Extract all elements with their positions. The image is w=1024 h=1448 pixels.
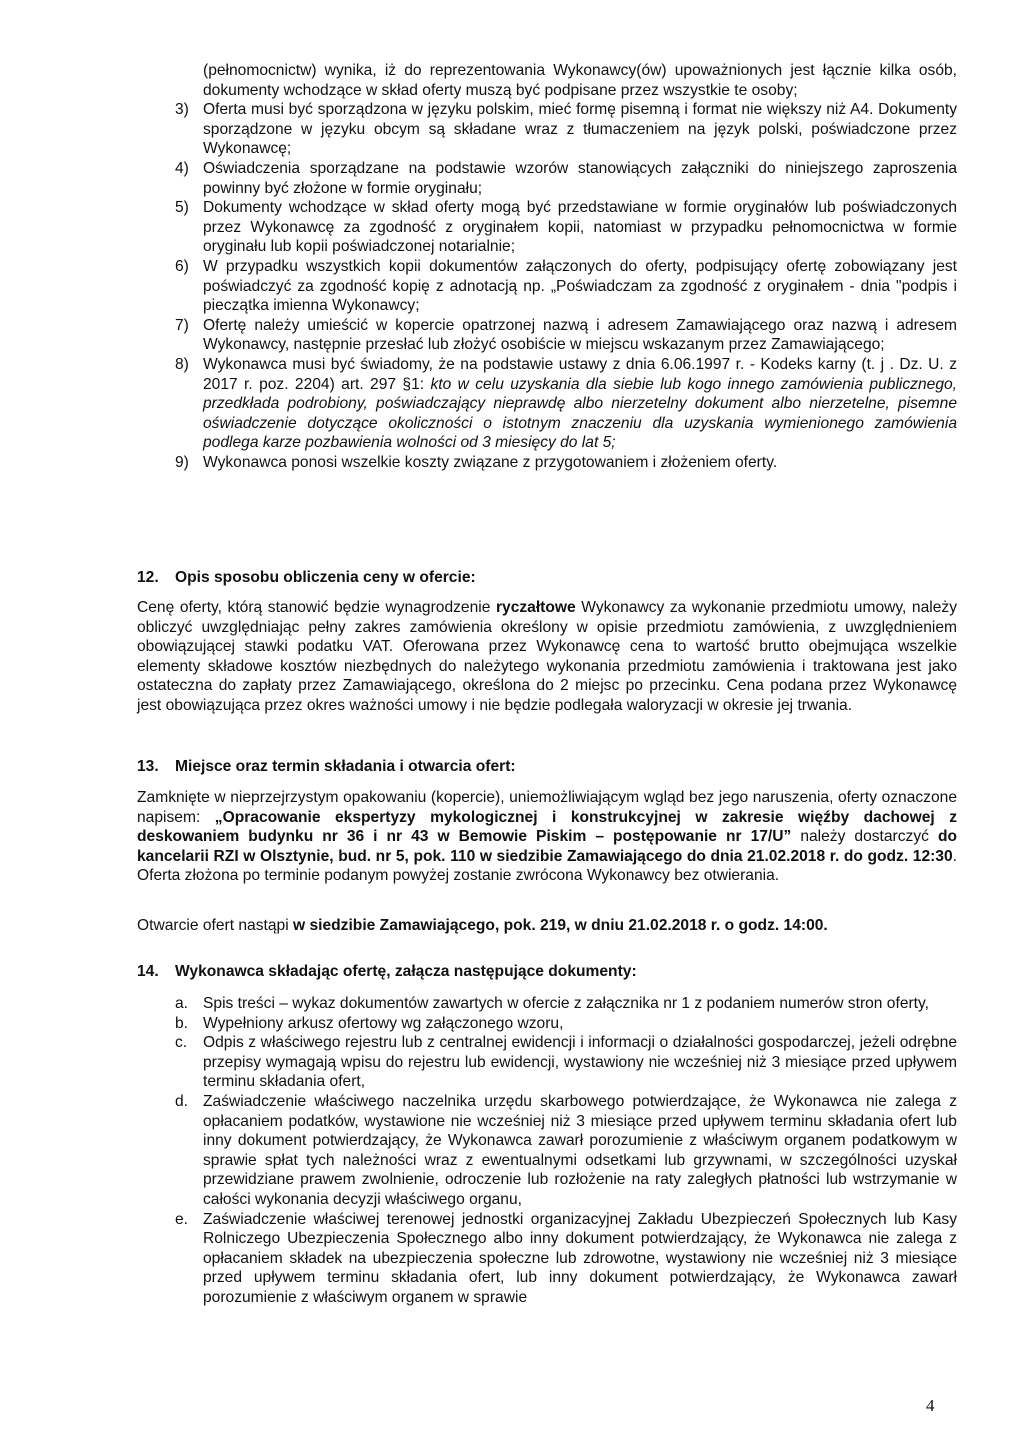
section-12-paragraph: Cenę oferty, którą stanowić będzie wynagrodzenie ryczałtowe Wykonawcy za wykonanie przedmiotu umowy, należy obliczyć uwzględniając pełny zakres zamówienia określony w opisie przedmiotu zamówienia, z uwzględnieniem obowiązującej stawki podatku VAT. Oferowana przez Wykonawcę cena to wartość brutto obejmująca wszelkie elementy składowe kosztów niezbędnych do należytego wykonania przedmiotu zamówienia i traktowana jest jako ostateczna do zapłaty przez Zamawiającego, określona do 2 miejsc po przecinku. Cena podana przez Wykonawcę jest obowiązująca przez okres ważności umowy i nie będzie podlegała waloryzacji w okresie jej trwania. [137,599,957,714]
list-item [175,1014,957,1034]
list-item-letter: b. [175,1014,189,1032]
list-item-text: Oferta musi być sporządzona w języku polskim, mieć formę pisemną i format nie większy niż A4. Dokumenty sporządzone w języku obcym są składane wraz z tłumaczeniem na język polski, poświadczone przez Wykonawcę; [203,101,957,158]
section-13-paragraph-2: Otwarcie ofert nastąpi w siedzibie Zamawiającego, pok. 219, w dniu 21.02.2018 r. o godz. 14:00. [137,917,828,934]
list-item-text: Spis treści – wykaz dokumentów zawartych w ofercie z załącznika nr 1 z podaniem numerów stron oferty, [203,995,929,1012]
list-item-number: 3) [175,101,189,119]
list-item-text: Zaświadczenie właściwej terenowej jednostki organizacyjnej Zakładu Ubezpieczeń Społecznych lub Kasy Rolniczego Ubezpieczenia Społecznego albo inny dokument potwierdzający, że Wykonawca nie zalega z opłacaniem składek na ubezpieczenia społeczne lub zdrowotne, wystawiony nie wcześniej niż 3 miesiące przed upływem terminu składania ofert, lub inny dokument potwierdzający, że Wykonawca zawarł porozumienie z właściwym organem w sprawie [203,1210,957,1306]
list-item [175,1092,957,1210]
list-item-text: Oświadczenia sporządzane na podstawie wzorów stanowiących załączniki do niniejszego zaproszenia powinny być złożone w formie oryginału; [203,159,957,197]
list-item-letter: a. [175,995,189,1012]
list-item [175,100,957,159]
list-item-text: Wykonawca ponosi wszelkie koszty związane z przygotowaniem i złożeniem oferty. [203,453,778,471]
list-item-number: 9) [175,453,189,471]
page-number: 4 [926,1396,935,1415]
list-item-letter: d. [175,1092,189,1110]
documents-list [175,994,957,1308]
list-item-text: Wypełniony arkusz ofertowy wg załączonego wzoru, [203,1014,564,1032]
list-item-number: 5) [175,199,189,217]
list-item [175,453,957,473]
list-item [175,994,957,1014]
list-item-text: Dokumenty wchodzące w skład oferty mogą być przedstawiane w formie oryginałów lub poświadczonych przez Wykonawcę za zgodność z oryginałem kopii, natomiast w przypadku pełnomocnictwa w formie oryginału lub kopii poświadczonej notarialnie; [203,199,957,256]
list-item [175,159,957,198]
list-item [175,257,957,316]
penal-code-quote: kto w celu uzyskania dla siebie lub kogo innego zamówienia publicznego, przedkłada podrobiony, poświadczający nieprawdę albo nierzetelny dokument albo nierzetelne, pisemne oświadczenie dotyczące okoliczności o istotnym znaczeniu dla uzyskania wymienionego zamówienia podlega karze pozbawienia wolności od 3 miesięcy do lat 5; [203,375,957,452]
section-13-heading: 13. Miejsce oraz termin składania i otwarcia ofert: [137,758,516,775]
list-item-number: 6) [175,257,189,275]
list-item-text: Ofertę należy umieścić w kopercie opatrzonej nazwą i adresem Zamawiającego oraz nazwą i adresem Wykonawcy, następnie przesłać lub złożyć osobiście w miejscu wskazanym przez Zamawiającego; [203,316,957,354]
list-item-letter: e. [175,1210,189,1228]
list-item [175,198,957,257]
list-item-text: Odpis z właściwego rejestru lub z centralnej ewidencji i informacji o działalności gospodarczej, jeżeli odrębne przepisy wymagają wpisu do rejestru lub ewidencji, wystawiony nie wcześniej niż 3 miesiące przed upływem terminu składania ofert, [203,1034,957,1091]
list-item [175,355,957,453]
list-item-text: Wykonawca musi być świadomy, że na podstawie ustawy z dnia 6.06.1997 r. - Kodeks karny (t. j . Dz. U. z 2017 r. poz. 2204) art. 297 §1: kto w celu uzyskania dla siebie lub kogo innego zamówienia publicznego, przedkłada podrobiony, poświadczający nieprawdę albo nierzetelny dokument albo nierzetelne, pisemne oświadczenie dotyczące okoliczności o istotnym znaczeniu dla uzyskania wymienionego zamówienia podlega karze pozbawienia wolności od 3 miesięcy do lat 5; [203,355,957,452]
list-item [175,1033,957,1092]
list-item-text: Zaświadczenie właściwego naczelnika urzędu skarbowego potwierdzające, że Wykonawca nie zalega z opłacaniem podatków, wystawione nie wcześniej niż 3 miesiące przed upływem terminu składania ofert lub inny dokument potwierdzający, że Wykonawca zawarł porozumienie z właściwym organem podatkowym w sprawie spłat tych należności wraz z ewentualnymi odsetkami lub grzywnami, w szczególności uzyskał przewidziane prawem zwolnienie, odroczenie lub rozłożenie na raty zaległych płatności lub wstrzymanie w całości wykonania decyzji właściwego organu, [203,1092,957,1208]
list-item-continuation [175,61,957,100]
section-14-heading: 14. Wykonawca składając ofertę, załącza następujące dokumenty: [137,963,637,980]
list-item-text: (pełnomocnictw) wynika, iż do reprezentowania Wykonawcy(ów) upoważnionych jest łącznie kilka osób, dokumenty wchodzące w skład oferty muszą być podpisane przez wszystkie te osoby; [203,62,957,99]
list-item-number: 7) [175,316,189,334]
list-item-number: 8) [175,355,189,373]
list-item-number: 4) [175,159,189,177]
list-item [175,1210,957,1308]
section-12-heading: 12. Opis sposobu obliczenia ceny w ofercie: [137,569,476,586]
list-item-letter: c. [175,1034,188,1052]
list-item [175,316,957,355]
section-13-paragraph-1: Zamknięte w nieprzejrzystym opakowaniu (kopercie), uniemożliwiającym wgląd bez jego naruszenia, oferty oznaczone napisem: „Opracowanie ekspertyzy mykologicznej i konstrukcyjnej w zakresie więźby dachowej z deskowaniem budynku nr 36 i nr 43 w Bemowie Piskim – postępowanie nr 17/U” należy dostarczyć do kancelarii RZI w Olsztynie, bud. nr 5, pok. 110 w siedzibie Zamawiającego do dnia 21.02.2018 r. do godz. 12:30. Oferta złożona po terminie podanym powyżej zostanie zwrócona Wykonawcy bez otwierania. [137,789,958,885]
list-item-text: W przypadku wszystkich kopii dokumentów załączonych do oferty, podpisujący ofertę zobowiązany jest poświadczyć za zgodność kopię z adnotacją np. „Poświadczam za zgodność z oryginałem - dnia "podpis i pieczątka imienna Wykonawcy; [203,257,957,315]
numbered-list [175,61,957,472]
